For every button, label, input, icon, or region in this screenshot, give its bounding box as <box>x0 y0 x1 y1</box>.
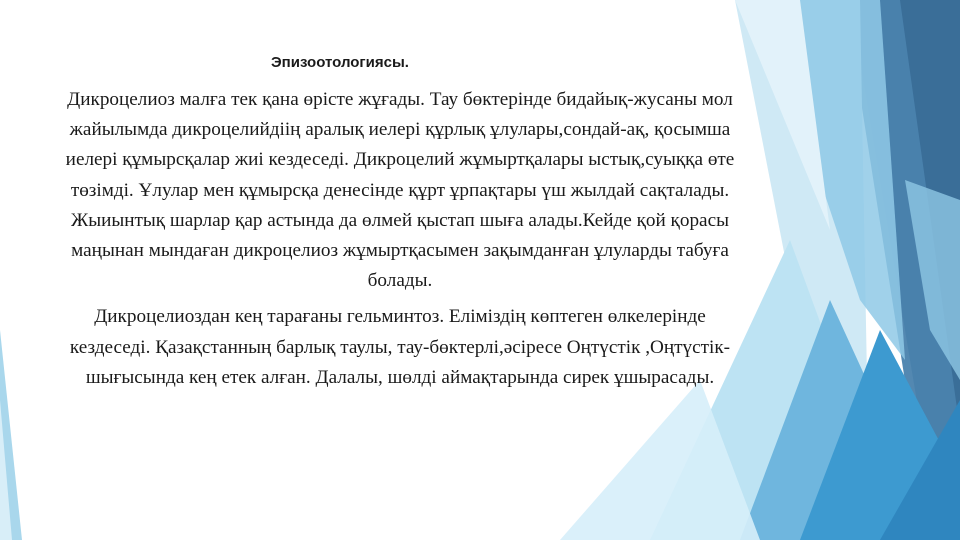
paragraph-distribution: Дикроцелиоздан кең тарағаны гельминтоз. Еліміздің көптеген өлкелерінде кездеседі. Қазақстанның барлық таулы, тау-бөктерлі,әсіресе Оңтүстік ,Оңтүстік-шығысында кең етек алған. Далалы, шөлді аймақтарында сирек ұшырасады. <box>69 306 731 388</box>
slide-content <box>60 48 740 399</box>
slide-title: Эпизоотологиясы. <box>271 54 409 71</box>
paragraph-epizootology: Дикроцелиоз малға тек қана өрісте жұғады. Тау бөктерінде бидайық-жусаны мол жайылымда дикроцелийдіің аралық иелері құрлық ұлулары,сондай-ақ, қосымша иелері құмырсқалар жиі кездеседі. Дикроцелий жұмыртқалары ыстық,суыққа өте төзімді. Ұлулар мен құмырсқа денесінде құрт ұрпақтары үш жылдай сақталады. Жыиынтық шарлар қар астында да өлмей қыстап шыға алады.Кейде қой қорасы маңынан мындаған дикроцелиоз жұмыртқасымен зақымданған ұлуларды табуға болады. <box>65 89 735 292</box>
